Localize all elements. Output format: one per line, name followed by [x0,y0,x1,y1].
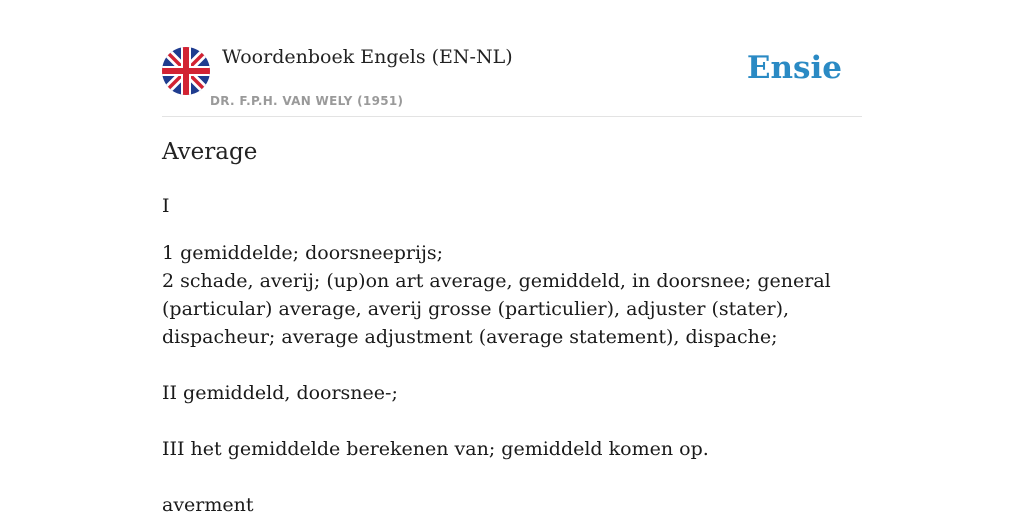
roman-numeral-one: I [162,195,170,217]
spacer [162,407,862,435]
uk-flag-icon [162,47,210,95]
dictionary-title[interactable]: Woordenboek Engels (EN-NL) [222,46,513,68]
dictionary-header [162,0,862,117]
brand-logo[interactable]: Ensie [746,50,842,86]
entry-content [162,192,862,519]
spacer [162,463,862,491]
roman-numeral-two: II gemiddeld, doorsnee-; [162,382,398,404]
next-word: averment [162,494,254,516]
roman-numeral-three: III het gemiddelde berekenen van; gemiddeld komen op. [162,438,709,460]
sense-2: 2 schade, averij; (up)on art average, gemiddeld, in doorsnee; general (particular) average, averij grosse (particulier), adjuster (stater), dispacheur; average adjustment (average statement), dispache; [162,270,831,348]
spacer [162,351,862,379]
page-container [162,0,862,516]
dictionary-author: DR. F.P.H. VAN WELY (1951) [210,94,404,108]
sense-1: 1 gemiddelde; doorsneeprijs; [162,242,444,264]
entry-title: Average [162,139,258,165]
